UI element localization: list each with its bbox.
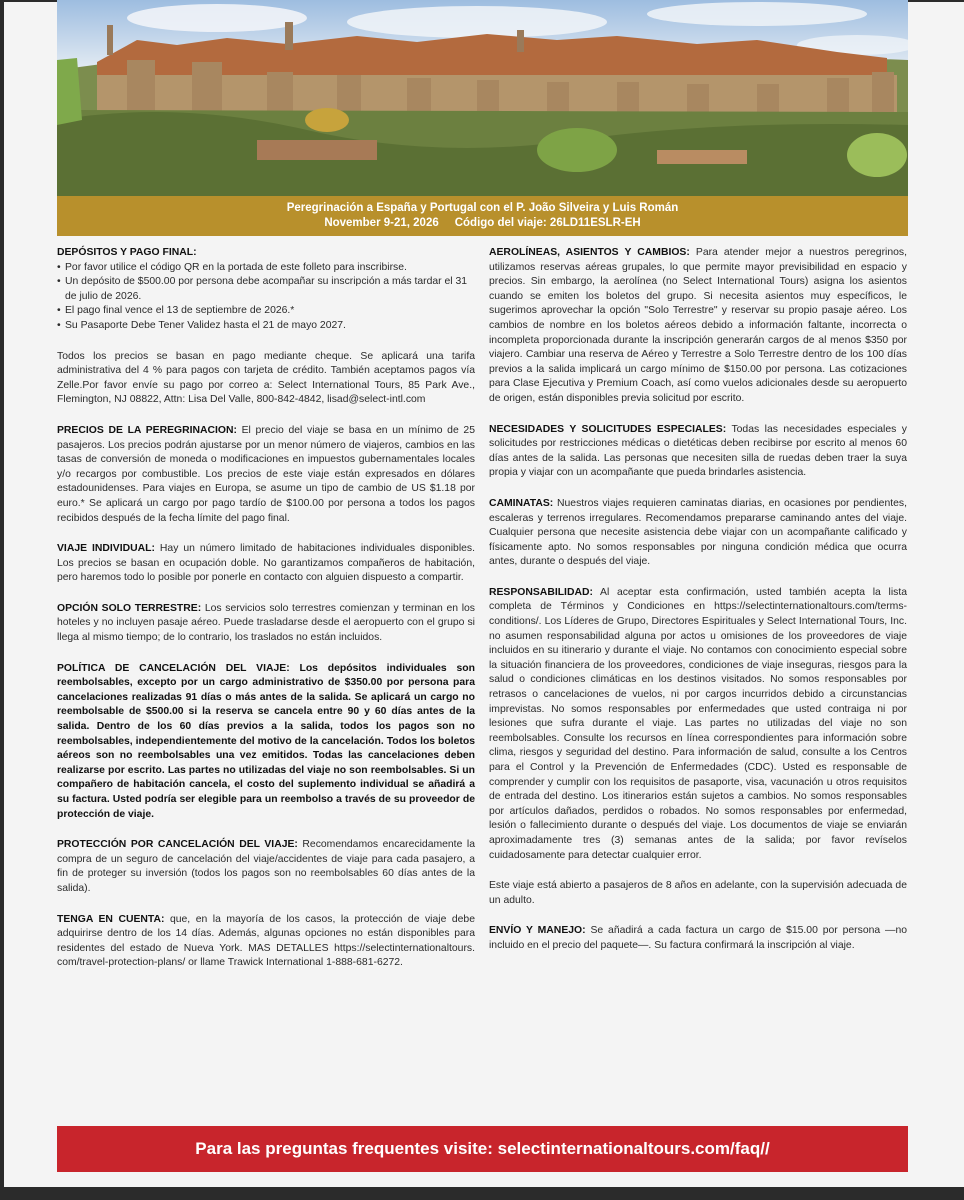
heading-precios: PRECIOS DE LA PEREGRINACION: [57, 424, 237, 436]
frame-bottom [0, 1187, 964, 1200]
section-necesidades [489, 423, 907, 481]
section-caminatas [489, 497, 907, 570]
necesidades-body: Todas las necesidades especiales y solicitudes por restricciones médicas o dietéticas deben recibirse por escrito al menos 60 días antes de la salida. Las personas que necesiten silla de ruedas deben traer la suya propia y viajar con un acompañante que pueda brindarles asistencia. [489, 423, 907, 479]
heading-aerolineas: AEROLÍNEAS, ASIENTOS Y CAMBIOS: [489, 247, 690, 258]
list-item: • Un depósito de $500.00 por persona debe acompañar su inscripción a más tardar el 31 de julio de 2026. [57, 275, 475, 304]
heading-terrestre: OPCIÓN SOLO TERRESTRE: [57, 602, 202, 614]
heading-necesidades: NECESIDADES Y SOLICITUDES ESPECIALES: [489, 423, 727, 435]
heading-individual: VIAJE INDIVIDUAL: [57, 543, 155, 555]
section-depositos [57, 246, 475, 334]
precios-body: El precio del viaje se basa en un mínimo de 25 pasajeros. Los precios podrán ajustarse por un menor número de viajeros, cambios en las tasas de conversión de moneda o modificaciones en impuestos gubernamentales locales y/o recargos por combustible. Los precios de este viaje están expresados en dólares estadounidenses. Para viajes en Europa, se asume un tipo de cambio de US $1.18 por euro.* Se aplicará un cargo por pago tardío de $100.00 por persona a todos los pagos recibidos después de la fecha límite del pago final. [57, 424, 475, 524]
heading-responsabilidad: RESPONSABILIDAD: [489, 586, 593, 598]
heading-cancelacion: POLÍTICA DE CANCELACIÓN DEL VIAJE: [57, 662, 290, 674]
section-cancelacion [57, 662, 475, 823]
depositos-list [57, 261, 475, 334]
heading-envio: ENVÍO Y MANEJO: [489, 925, 586, 937]
section-aerolineas [489, 246, 907, 407]
tenga-body: que, en la mayoría de los casos, la protección de viaje debe adquirirse dentro de los 14 días. Además, algunas opciones no están disponibles para residentes del estado de Nueva York. MAS DETALLES https://selectinternationaltours. com/travel-protection-plans/ or llame Trawick International 1-888-681-6272. [57, 913, 475, 969]
individual-body: Hay un número limitado de habitaciones individuales disponibles. Los precios se basan en ocupación doble. No garantizamos compañeros de habitación, pero haremos todo lo posible por ponerle en contacto con alguien dispuesto a compartir. [57, 543, 475, 584]
heading-tenga: TENGA EN CUENTA: [57, 913, 165, 925]
envio-body: Se añadirá a cada factura un cargo de $15.00 por persona —no incluido en el precio del paquete—. Su factura confirmará la inscripción al viaje. [489, 925, 908, 951]
heading-proteccion: PROTECCIÓN POR CANCELACIÓN DEL VIAJE: [57, 839, 298, 851]
section-precios [57, 424, 475, 526]
section-proteccion [57, 838, 475, 896]
heading-depositos: DEPÓSITOS Y PAGO FINAL: [57, 247, 197, 258]
aerolineas-body: Para atender mejor a nuestros peregrinos, utilizamos reservas aéreas grupales, lo que permite mayor previsibilidad en espacio y precios. Sin embargo, la aerolínea (no Select International Tours) asigna los asientos cuando se emiten los boletos del grupo. Si necesita asientos muy específicos, le sugerimos aprovechar la opción "Solo Terrestre" y reservar su propio pasaje aéreo. Los cambios de nombre en los boletos aéreos debido a información faltante, incorrecta o incompleta proporcionada durante la inscripción generarán cargos de al menos $350 por viajero. Cambiar una reserva de Aéreo y Terrestre a Solo Terrestre dentro de los 100 días previos a la salida implicará un cargo mínimo de $150.00 por persona. Las cotizaciones para Clase Ejecutiva y Premium Coach, así como vuelos adicionales desde su aeropuerto de origen, están disponibles previa solicitud por escrito. [489, 247, 907, 404]
section-tenga [57, 913, 475, 971]
trip-title: Peregrinación a España y Portugal con el P. João Silveira y Luis Román [286, 202, 679, 214]
terrestre-body: Los servicios solo terrestres comienzan y terminan en los hoteles y no incluyen pasaje aéreo. Puede trasladarse desde el aeropuerto con el grupo si llega al mismo tiempo; de lo contrario, los traslados no están incluidos. [57, 602, 475, 644]
right-column [489, 246, 907, 970]
left-column [57, 246, 475, 987]
faq-banner[interactable] [57, 1126, 908, 1172]
age-notice: Este viaje está abierto a pasajeros de 8 años en adelante, con la supervisión adecuada de un adulto. [489, 880, 907, 906]
trip-title-band [57, 196, 908, 236]
section-terrestre [57, 602, 475, 646]
caminatas-body: Nuestros viajes requieren caminatas diarias, en ocasiones por pendientes, escaleras y terrenos irregulares. Recomendamos prepararse caminando antes del viaje. Cualquier persona que necesite asistencia debe viajar con un acompañante calificado y físicamente apto. No somos responsables por ninguna condición médica que ocurra antes, durante o después del viaje. [489, 497, 907, 568]
cancelacion-body: Los depósitos individuales son reembolsables, excepto por un cargo administrativo de $350.00 por persona para cancelaciones realizadas 91 días o más antes de la salida. Se aplicará un cargo no reembolsable de $500.00 si la reserva se cancela entre 90 y 60 días antes de la salida. Dentro de los 60 días previos a la salida, todos los pagos son no reembolsables, independientemente del motivo de la cancelación. Todos los boletos aéreos son no reembolsables una vez emitidos. Todas las cancelaciones deben realizarse por escrito. Las partes no utilizadas del viaje no son reembolsables. Si un compañero de habitación cancela, el costo del suplemento individual se añadirá a su factura. Usted podría ser elegible para un reembolso a través de su proveedor de protección de viaje. [57, 662, 475, 820]
list-item: • Su Pasaporte Debe Tener Validez hasta el 21 de mayo 2027. [57, 319, 475, 334]
trip-dates-code: November 9-21, 2026 Código del viaje: 26LD11ESLR-EH [324, 217, 641, 229]
section-responsabilidad [489, 586, 907, 863]
precios-cheque-text: Todos los precios se basan en pago mediante cheque. Se aplicará una tarifa administrativa del 4 % para pagos con tarjeta de crédito. También aceptamos pagos vía Zelle.Por favor envíe su pago por correo a: Select International Tours, 85 Park Ave., Flemington, NJ 08822, Attn: Lisa Del Valle, 800-842-4842, lisad@select-intl.com [57, 350, 475, 406]
heading-caminatas: CAMINATAS: [489, 497, 554, 509]
responsabilidad-body: Al aceptar esta confirmación, usted también acepta la lista completa de Términos y Condiciones en https://selectinternationaltours.com/terms-conditions/. Los Líderes de Grupo, Directores Espirituales y Select International Tours, Inc. no asumen responsabilidad alguna por actos u omisiones de los proveedores de viaje incluidos en su itinerario y durante el viaje. No contamos con conocimiento especial sobre la situación financiera de los proveedores, condiciones de viaje inseguras, riesgos para la salud o condiciones climáticas en los destinos visitados. No somos responsables por retrasos o cancelaciones de vuelos, ni por cargos incurridos debido a circunstancias imprevistas. No somos responsables por enfermedades que usted contraiga ni por lesiones que sufra durante el viaje. Las partes no utilizadas del viaje no son reembolsables. Consulte los recursos en línea correspondientes para información sobre clima, riesgos y seguridad del destino. Para información de salud, consulte a los Centros para el Control y la Prevención de Enfermedades (CDC). Usted es responsable de comprender y cumplir con los requisitos de pasaporte, visa, vacunación u otros requisitos de entrada del destino. Los itinerarios están sujetos a cambios. No somos responsables por artículos dañados, perdidos o robados. No somos responsables por enfermedad, lesión o fallecimiento durante o después del viaje. Los documentos de viaje se enviarán aproximadamente tres (3) semanas antes de la salida; por favor revíselos cuidadosamente para detectar cualquier error. [489, 586, 907, 861]
faq-banner-text: Para las preguntas frequentes visite: selectinternationaltours.com/faq// [195, 1139, 770, 1158]
section-individual [57, 542, 475, 586]
frame-left [0, 0, 4, 1200]
header-photo [57, 0, 908, 196]
proteccion-body: Recomendamos encarecidamente la compra de un seguro de cancelación del viaje/accidentes de viaje para cada pasajero, a fin de proteger su inversión (todos los pagos son no reembolsables 60 días antes de la salida). [57, 839, 475, 894]
section-envio [489, 924, 907, 953]
list-item: • El pago final vence el 13 de septiembre de 2026.* [57, 304, 475, 319]
list-item: • Por favor utilice el código QR en la portada de este folleto para inscribirse. [57, 261, 475, 276]
